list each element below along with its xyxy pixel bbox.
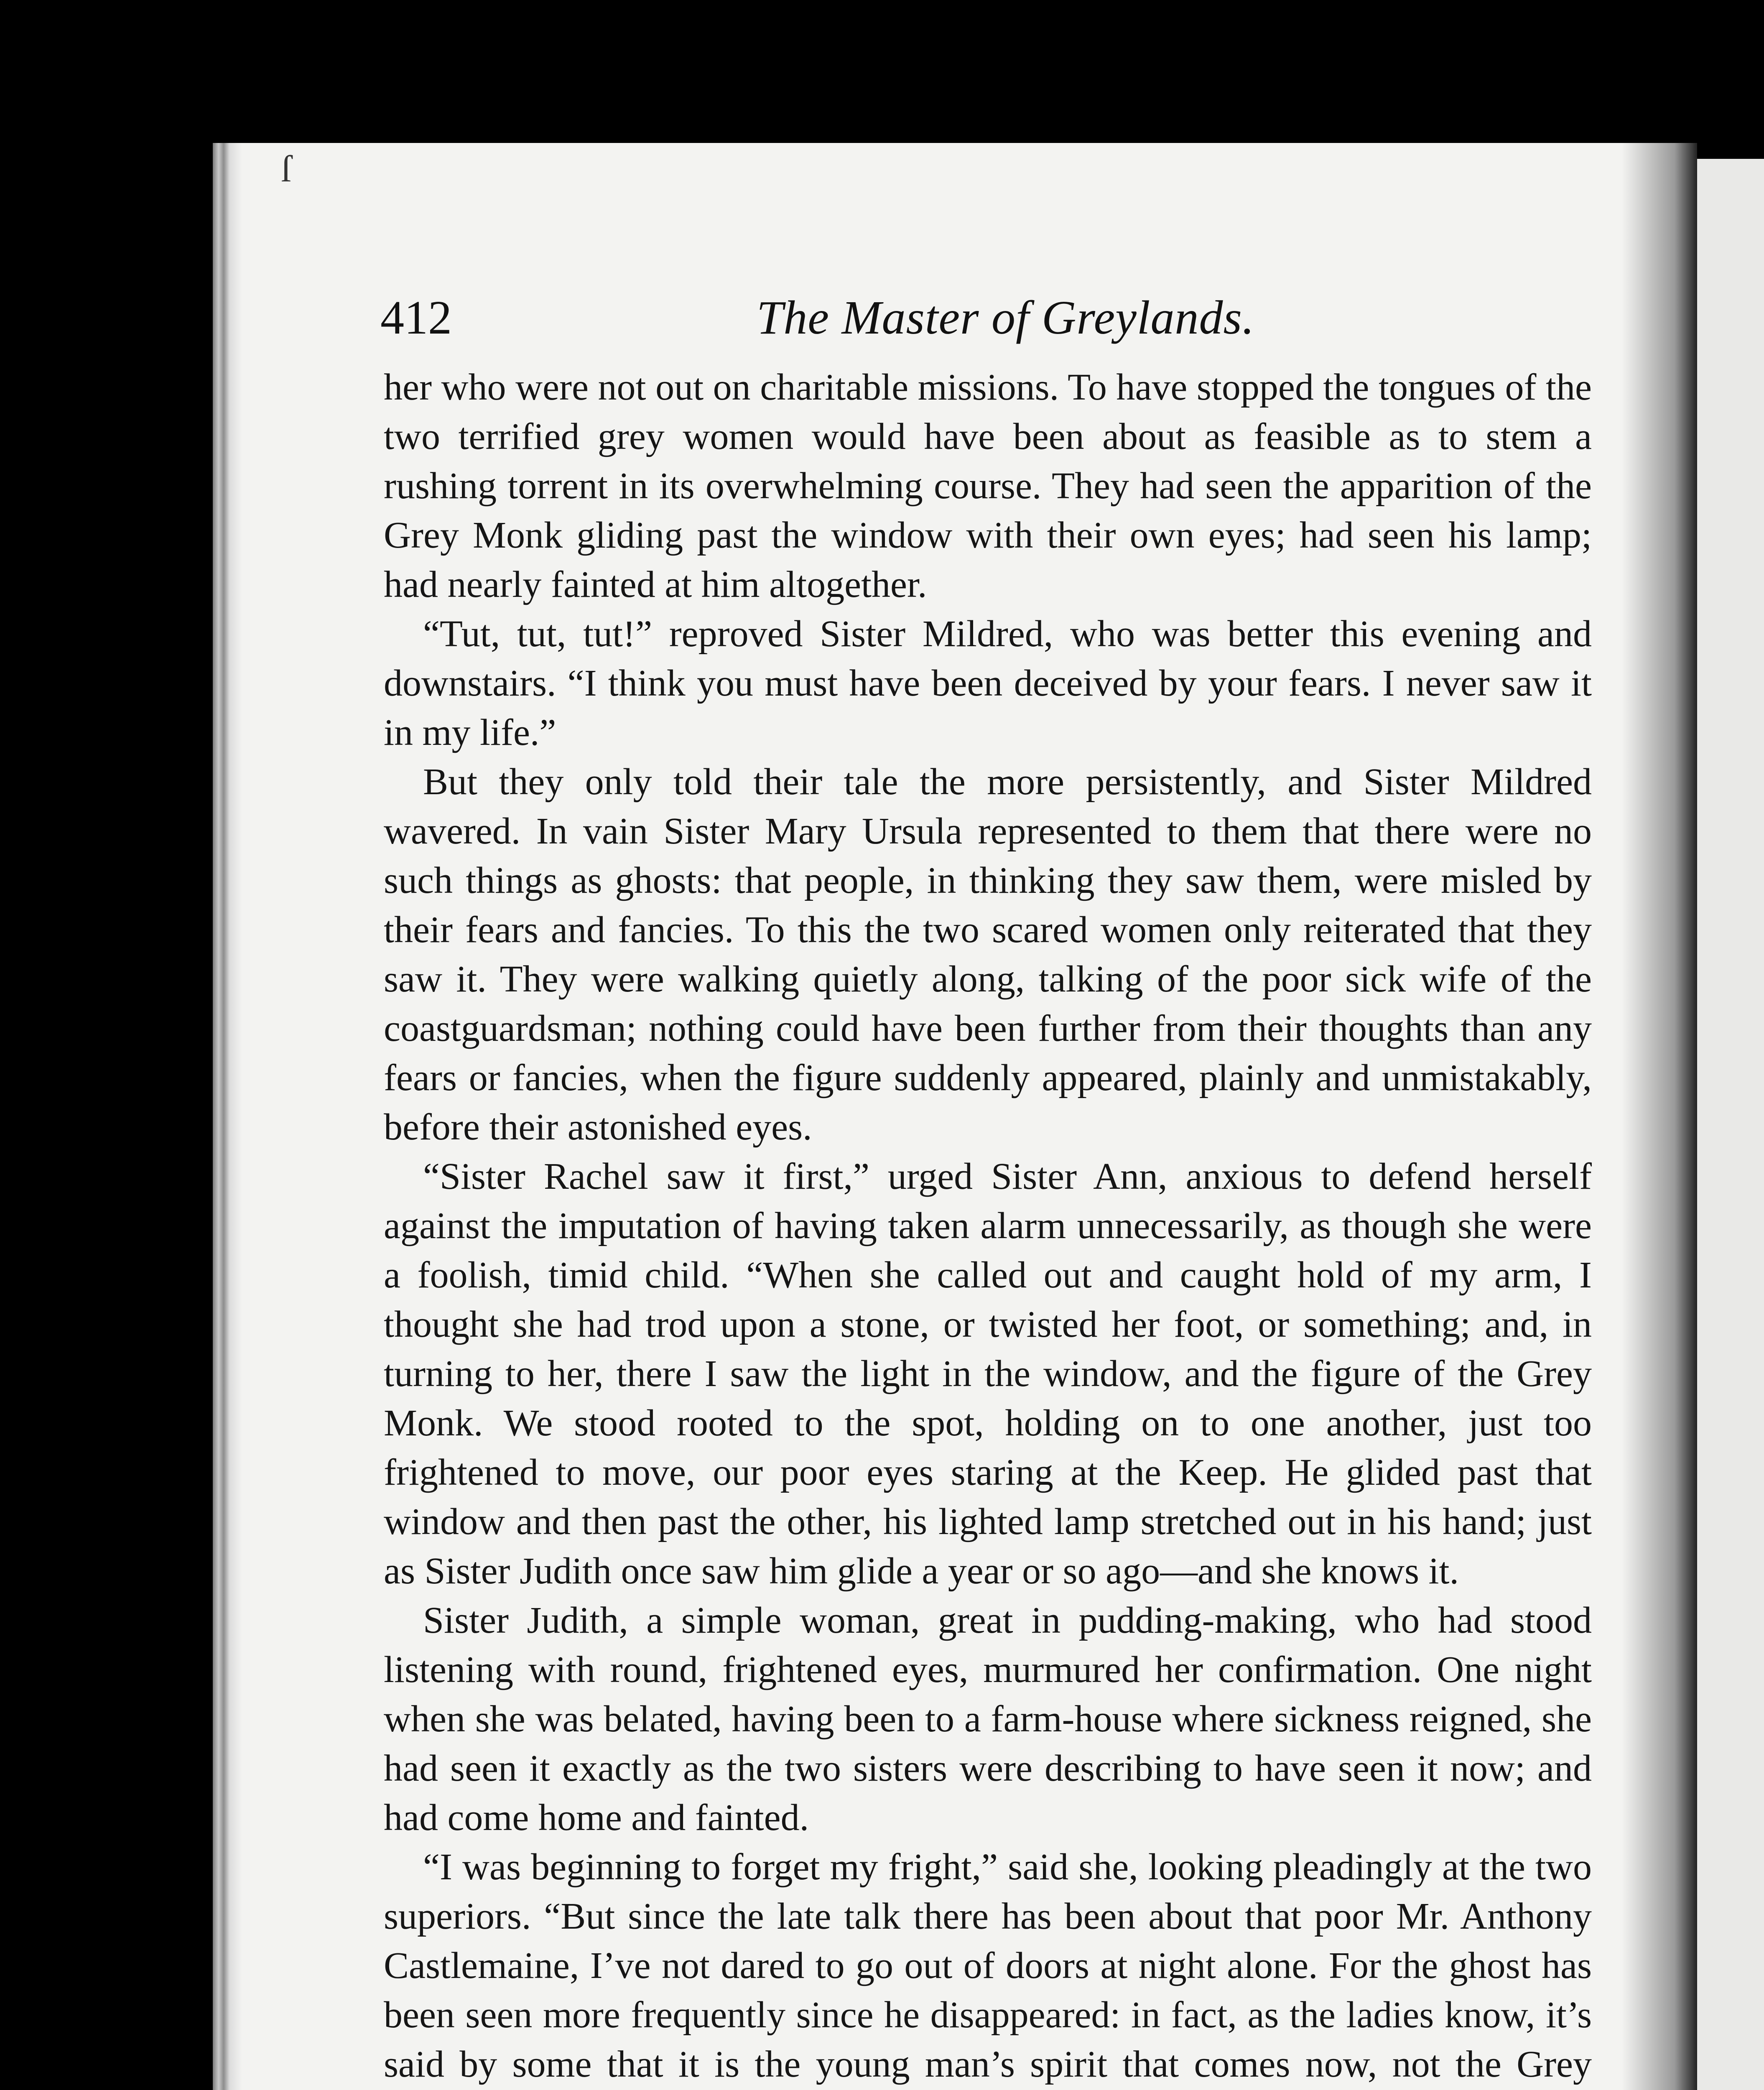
running-title: The Master of Greylands. (757, 291, 1255, 344)
marginal-mark: ſ (281, 148, 292, 190)
paragraph-3: But they only told their tale the more persistently, and Sister Mildred wavered. In vain Sister Mary Ursula represented to them that there were no such things as ghosts: that people, in thinking they saw them, were misled by their fears and fancies. To this the two scared women only reiterated that they saw it. They were walking quietly along, talking of the poor sick wife of the coastguardsman; nothing could have been further from their thoughts than any fears or fancies, when the figure suddenly appeared, plainly and unmistakably, before their astonished eyes. (384, 761, 1592, 1148)
paragraph-1: her who were not out on charitable missions. To have stopped the tongues of the two terrified grey women would have been about as feasible as to stem a rushing torrent in its overwhelming course. They had seen the apparition of the Grey Monk gliding past the window with their own eyes; had seen his lamp; had nearly fainted at him altogether. (384, 367, 1592, 605)
page-header (380, 288, 1593, 351)
facing-page-edge (1697, 159, 1764, 2090)
paragraph-4: “Sister Rachel saw it first,” urged Sister Ann, anxious to defend herself against the imputation of having taken alarm unnecessarily, as though she were a foolish, timid child. “When she called out and caught hold of my arm, I thought she had trod upon a stone, or twisted her foot, or something; and, in turning to her, there I saw the light in the window, and the figure of the Grey Monk. We stood rooted to the spot, holding on to one another, just too frightened to move, our poor eyes staring at the Keep. He glided past that window and then past the other, his lighted lamp stretched out in his hand; just as Sister Judith once saw him glide a year or so ago—and she knows it. (384, 1156, 1592, 1592)
paragraph-2: “Tut, tut, tut!” reproved Sister Mildred, who was better this evening and downstairs. “I think you must have been deceived by your fears. I never saw it in my life.” (384, 613, 1592, 753)
body-text (384, 363, 1592, 2090)
paragraph-5: Sister Judith, a simple woman, great in pudding-making, who had stood listening with round, frightened eyes, murmured her confirmation. One night when she was belated, having been to a farm-house where sickness reigned, she had seen it exactly as the two sisters were describing to have seen it now; and had come home and fainted. (384, 1600, 1592, 1838)
paragraph-6: “I was beginning to forget my fright,” said she, looking pleadingly at the two superiors. “But since the late talk there has been about that poor Mr. Anthony Castlemaine, I’ve not dared to go out of doors at night alone. For the ghost has been seen more frequently since he disappeared: in fact, as the ladies know, it’s said by some that it is the young man’s spirit that comes now, not the Grey (384, 1846, 1592, 2085)
gutter-shadow (1622, 143, 1697, 2090)
page-number: 412 (380, 291, 452, 344)
page-edge (213, 143, 242, 2090)
